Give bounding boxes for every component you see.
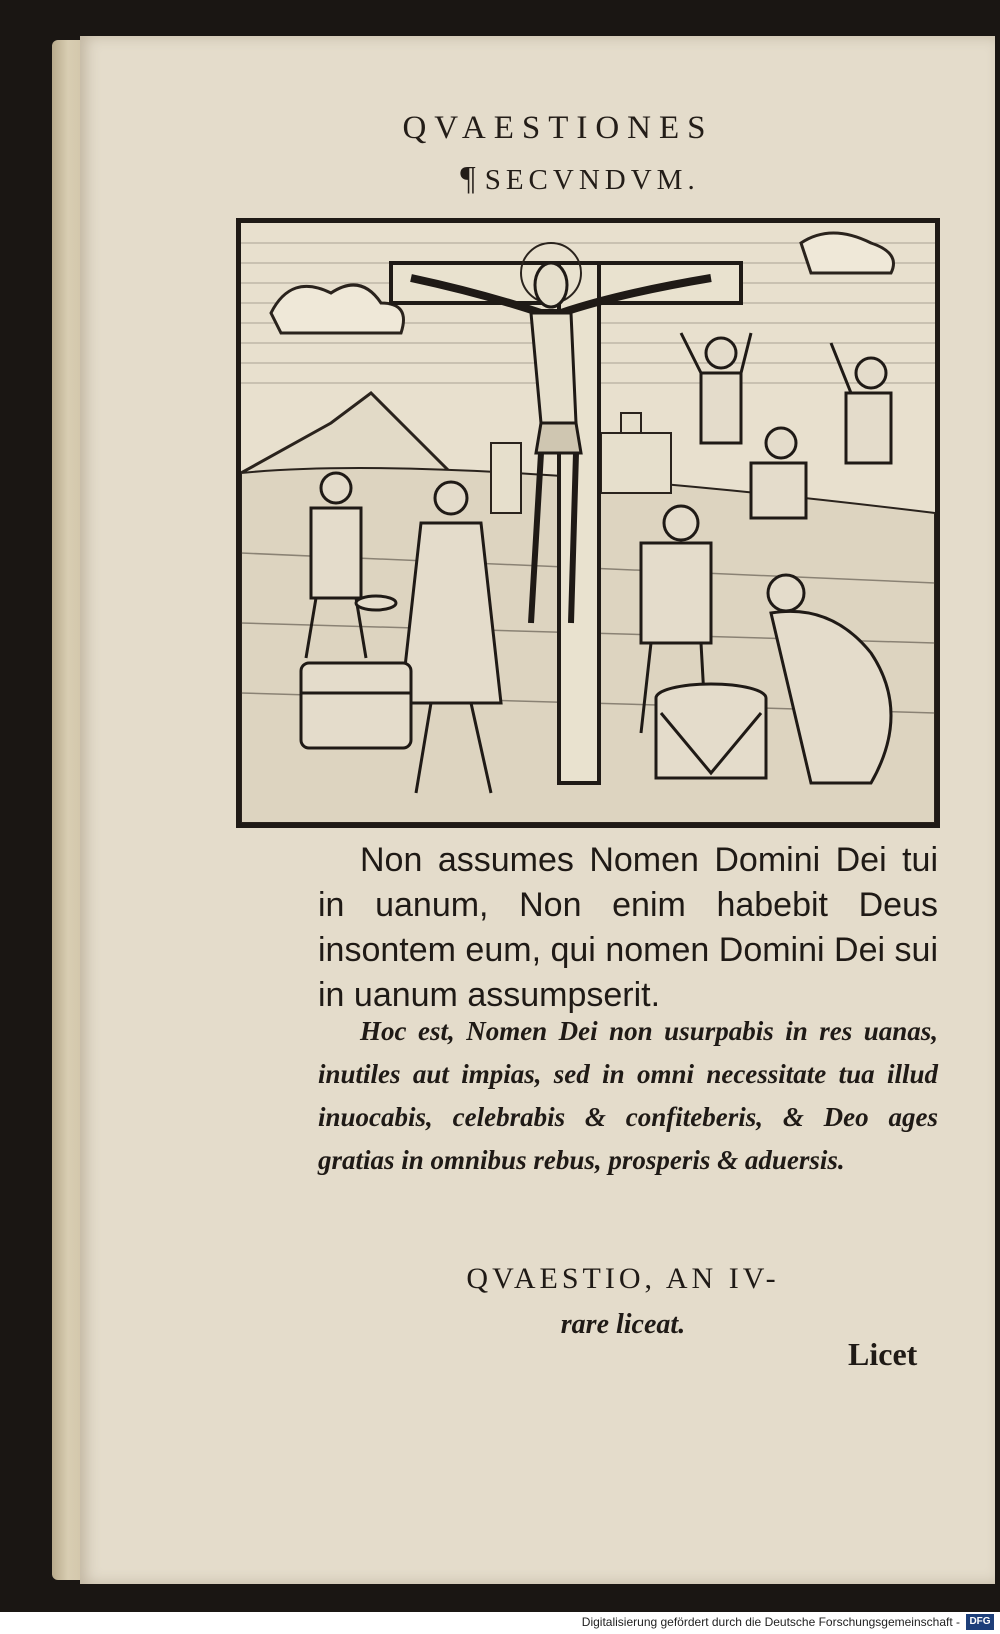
commandment-text: Non assumes Nomen Domini Dei tui in uanum, Non enim habebit Deus insontem eum, qui nomen Domini Dei sui in uanum assumpserit.: [318, 841, 938, 1014]
question-heading: [398, 1256, 848, 1348]
woodcut-illustration: [236, 218, 940, 828]
section-head: [420, 160, 740, 198]
pilcrow-icon: ¶: [460, 160, 481, 197]
question-line-1: QVAESTIO, AN IV-: [466, 1262, 780, 1295]
section-head-text: SECVNDVM.: [484, 164, 700, 196]
question-line-2: rare liceat.: [560, 1309, 686, 1340]
running-head: QVAESTIONES: [402, 110, 714, 146]
catchword: Licet: [848, 1336, 918, 1372]
dfg-logo-icon: DFG: [966, 1614, 994, 1630]
crucifixion-scene: [241, 223, 935, 823]
digitization-footer: [0, 1612, 1000, 1634]
gloss-text: Hoc est, Nomen Dei non usurpabis in res uanas, inutiles aut impias, sed in omni necessitate tua illud inuocabis, celebrabis & confiteberis, & Deo ages gratias in omnibus rebus, prosperis & aduersis.: [318, 1016, 938, 1175]
footer-credit: Digitalisierung gefördert durch die Deutsche Forschungsgemeinschaft -: [581, 1615, 960, 1629]
